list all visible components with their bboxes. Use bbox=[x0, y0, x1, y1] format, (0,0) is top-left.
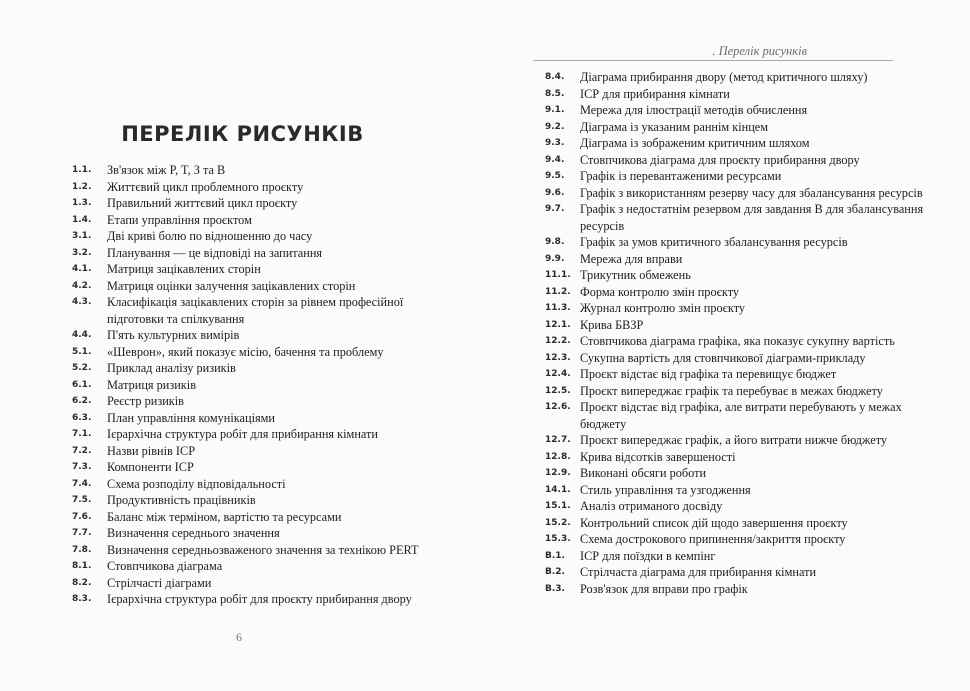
list-item bbox=[545, 564, 925, 581]
figure-caption: Виконані обсяги роботи bbox=[580, 466, 707, 480]
list-item bbox=[545, 267, 925, 284]
figure-number: 9.3. bbox=[545, 138, 565, 148]
figure-caption: Схема дострокового припинення/закриття проєкту bbox=[580, 532, 846, 546]
figure-number: 15.1. bbox=[545, 501, 571, 511]
figure-number: 12.1. bbox=[545, 319, 571, 330]
figure-caption: План управління комунікаціями bbox=[107, 410, 276, 425]
list-item bbox=[545, 69, 925, 86]
list-item bbox=[545, 185, 925, 202]
list-item bbox=[72, 179, 452, 196]
figure-caption: Зв'язок між P, T, З та B bbox=[107, 163, 226, 177]
figure-number: 6.3. bbox=[72, 412, 92, 423]
figure-number: 4.3. bbox=[72, 297, 92, 307]
figure-number: B.2. bbox=[545, 567, 565, 577]
figure-caption: Стовпчикова діаграма графіка, яка показує сукупну вартість bbox=[580, 334, 895, 348]
figure-caption: Стовпчикова діаграма для проєкту прибирання двору bbox=[580, 152, 860, 167]
figure-number: 7.5. bbox=[72, 495, 92, 505]
figure-number: 4.2. bbox=[72, 280, 92, 291]
figure-number: 12.2. bbox=[545, 336, 571, 346]
figure-caption: Графік за умов критичного збалансування ресурсів bbox=[580, 235, 848, 249]
figure-number: 15.2. bbox=[545, 517, 571, 528]
list-item bbox=[72, 195, 452, 212]
list-item bbox=[545, 548, 925, 565]
list-item bbox=[545, 449, 925, 466]
list-item bbox=[72, 162, 452, 179]
figure-number: 7.1. bbox=[72, 429, 92, 439]
figure-caption: Ієрархічна структура робіт для проєкту прибирання двору bbox=[107, 592, 412, 606]
list-item bbox=[545, 300, 925, 317]
figure-caption: Сукупна вартість для стовпчикової діаграми-прикладу bbox=[580, 350, 866, 365]
figure-caption: Розв'язок для вправи про графік bbox=[580, 581, 748, 596]
list-item bbox=[72, 558, 452, 575]
figure-caption: Проєкт випереджає графік, а його витрати нижче бюджету bbox=[580, 433, 888, 447]
figure-number: 9.9. bbox=[545, 253, 565, 264]
figure-number: 12.9. bbox=[545, 468, 571, 478]
list-item bbox=[545, 498, 925, 515]
header-rule bbox=[533, 60, 893, 61]
list-item bbox=[72, 591, 452, 608]
figure-number: 9.4. bbox=[545, 154, 565, 165]
figure-caption: ІСР для прибирання кімнати bbox=[580, 86, 730, 101]
figure-caption: Продуктивність працівників bbox=[107, 493, 256, 507]
list-item bbox=[545, 432, 925, 449]
figure-caption: Приклад аналізу ризиків bbox=[107, 361, 236, 375]
figure-caption: Графік з використанням резерву часу для збалансування ресурсів bbox=[580, 185, 923, 200]
figure-caption: Проєкт випереджає графік та перебуває в межах бюджету bbox=[580, 383, 883, 398]
figure-caption: Схема розподілу відповідальності bbox=[107, 476, 286, 491]
list-item bbox=[72, 525, 452, 542]
figure-list-right bbox=[545, 69, 925, 597]
list-item bbox=[72, 410, 452, 427]
figure-number: 11.2. bbox=[545, 286, 571, 297]
list-item bbox=[72, 393, 452, 410]
list-item bbox=[545, 383, 925, 400]
figure-caption: Графік з недостатнім резервом для завдання B для збалансування ресурсів bbox=[580, 202, 924, 233]
figure-number: 6.1. bbox=[72, 379, 92, 390]
figure-caption: Правильний життєвий цикл проєкту bbox=[107, 196, 298, 210]
figure-number: 3.2. bbox=[72, 247, 92, 258]
figure-caption: Стовпчикова діаграма bbox=[107, 559, 223, 573]
list-item bbox=[72, 294, 452, 327]
figure-caption: Стрілчаста діаграма для прибирання кімнати bbox=[580, 565, 817, 579]
figure-number: 9.7. bbox=[545, 204, 565, 214]
figure-number: 8.1. bbox=[72, 561, 92, 571]
right-page bbox=[485, 0, 970, 691]
figure-number: 1.1. bbox=[72, 165, 92, 175]
list-item bbox=[545, 135, 925, 152]
list-item bbox=[545, 152, 925, 169]
figure-number: B.3. bbox=[545, 583, 565, 594]
list-item bbox=[545, 350, 925, 367]
figure-number: 12.7. bbox=[545, 435, 571, 445]
figure-number: 12.3. bbox=[545, 352, 571, 363]
figure-number: 12.8. bbox=[545, 451, 571, 462]
list-item bbox=[72, 542, 452, 559]
figure-number: 7.2. bbox=[72, 445, 92, 456]
list-item bbox=[72, 426, 452, 443]
page-title: ПЕРЕЛІК РИСУНКІВ bbox=[121, 122, 364, 146]
list-item bbox=[545, 201, 925, 234]
figure-caption: Баланс між терміном, вартістю та ресурсами bbox=[107, 509, 342, 524]
list-item bbox=[545, 119, 925, 136]
figure-caption: Компоненти ІСР bbox=[107, 460, 194, 474]
figure-list-left bbox=[72, 162, 452, 608]
figure-number: 15.3. bbox=[545, 534, 571, 544]
figure-number: 12.6. bbox=[545, 402, 571, 412]
figure-caption: Реєстр ризиків bbox=[107, 394, 184, 408]
list-item bbox=[545, 333, 925, 350]
figure-number: 12.5. bbox=[545, 385, 571, 396]
list-item bbox=[72, 327, 452, 344]
figure-caption: П'ять культурних вимірів bbox=[107, 328, 240, 342]
list-item bbox=[545, 251, 925, 268]
figure-number: 5.1. bbox=[72, 346, 92, 357]
list-item bbox=[72, 245, 452, 262]
figure-number: 3.1. bbox=[72, 231, 92, 241]
page-number: 6 bbox=[236, 630, 242, 644]
figure-caption: Етапи управління проєктом bbox=[107, 212, 252, 227]
list-item bbox=[545, 366, 925, 383]
list-item bbox=[545, 482, 925, 499]
figure-number: 9.5. bbox=[545, 171, 565, 181]
list-item bbox=[72, 261, 452, 278]
figure-caption: Проєкт відстає від графіка та перевищує бюджет bbox=[580, 367, 837, 381]
figure-number: 7.6. bbox=[72, 511, 92, 522]
figure-number: 1.3. bbox=[72, 198, 92, 208]
list-item bbox=[72, 278, 452, 295]
list-item bbox=[72, 360, 452, 377]
figure-number: 8.5. bbox=[545, 88, 565, 99]
figure-number: 9.2. bbox=[545, 121, 565, 132]
figure-caption: Крива БВЗР bbox=[580, 317, 644, 332]
figure-number: 8.2. bbox=[72, 577, 92, 588]
figure-caption: Мережа для вправи bbox=[580, 251, 683, 266]
list-item bbox=[545, 399, 925, 432]
figure-caption: Проєкт відстає від графіка, але витрати перебувають у межах бюджету bbox=[580, 400, 902, 431]
figure-caption: Визначення середнього значення bbox=[107, 526, 280, 540]
figure-number: 11.1. bbox=[545, 270, 571, 280]
figure-number: 5.2. bbox=[72, 363, 92, 373]
figure-caption: Діаграма прибирання двору (метод критичного шляху) bbox=[580, 70, 868, 84]
list-item bbox=[72, 228, 452, 245]
list-item bbox=[72, 459, 452, 476]
figure-caption: Дві криві болю по відношенню до часу bbox=[107, 229, 313, 243]
figure-number: 7.3. bbox=[72, 462, 92, 472]
figure-caption: Матриця ризиків bbox=[107, 377, 197, 392]
figure-number: 7.7. bbox=[72, 528, 92, 538]
running-head: . Перелік рисунків bbox=[712, 44, 807, 58]
figure-caption: Життєвий цикл проблемного проєкту bbox=[107, 179, 304, 194]
figure-caption: Контрольний список дій щодо завершення проєкту bbox=[580, 515, 848, 530]
figure-caption: Мережа для ілюстрації методів обчислення bbox=[580, 103, 808, 117]
figure-caption: Діаграма із указаним раннім кінцем bbox=[580, 119, 769, 134]
list-item bbox=[545, 284, 925, 301]
list-item bbox=[545, 581, 925, 598]
figure-caption: Назви рівнів ІСР bbox=[107, 443, 196, 458]
list-item bbox=[545, 102, 925, 119]
figure-caption: ІСР для поїздки в кемпінг bbox=[580, 548, 716, 563]
figure-number: 14.1. bbox=[545, 484, 571, 495]
figure-caption: Стиль управління та узгодження bbox=[580, 482, 751, 497]
list-item bbox=[545, 531, 925, 548]
figure-caption: Планування — це відповіді на запитання bbox=[107, 245, 323, 260]
figure-number: 6.2. bbox=[72, 396, 92, 406]
figure-caption: Стрілчасті діаграми bbox=[107, 575, 212, 590]
figure-number: 11.3. bbox=[545, 303, 571, 313]
figure-caption: Трикутник обмежень bbox=[580, 268, 691, 282]
list-item bbox=[72, 575, 452, 592]
figure-caption: Крива відсотків завершеності bbox=[580, 449, 736, 464]
figure-caption: Форма контролю змін проєкту bbox=[580, 284, 740, 299]
figure-caption: Журнал контролю змін проєкту bbox=[580, 301, 746, 315]
figure-number: 9.6. bbox=[545, 187, 565, 198]
figure-number: 9.8. bbox=[545, 237, 565, 247]
figure-number: 7.4. bbox=[72, 478, 92, 489]
list-item bbox=[72, 443, 452, 460]
figure-number: 12.4. bbox=[545, 369, 571, 379]
list-item bbox=[72, 509, 452, 526]
list-item bbox=[545, 465, 925, 482]
list-item bbox=[545, 86, 925, 103]
figure-number: 8.4. bbox=[545, 72, 565, 82]
figure-number: 4.1. bbox=[72, 264, 92, 274]
figure-caption: Діаграма із зображеним критичним шляхом bbox=[580, 136, 810, 150]
list-item bbox=[545, 317, 925, 334]
list-item bbox=[72, 377, 452, 394]
figure-number: B.1. bbox=[545, 550, 565, 561]
list-item bbox=[545, 168, 925, 185]
list-item bbox=[545, 515, 925, 532]
figure-caption: Аналіз отриманого досвіду bbox=[580, 499, 723, 513]
list-item bbox=[72, 212, 452, 229]
figure-number: 4.4. bbox=[72, 330, 92, 340]
figure-caption: Ієрархічна структура робіт для прибирання кімнати bbox=[107, 427, 378, 441]
list-item bbox=[72, 492, 452, 509]
figure-caption: «Шеврон», який показує місію, бачення та проблему bbox=[107, 344, 384, 359]
figure-caption: Матриця оцінки залучення зацікавлених сторін bbox=[107, 278, 356, 293]
figure-number: 9.1. bbox=[545, 105, 565, 115]
figure-number: 1.2. bbox=[72, 181, 92, 192]
figure-caption: Матриця зацікавлених сторін bbox=[107, 262, 261, 276]
figure-number: 7.8. bbox=[72, 544, 92, 555]
figure-caption: Класифікація зацікавлених сторін за рівнем професійної підготовки та спілкування bbox=[107, 295, 404, 326]
figure-number: 1.4. bbox=[72, 214, 92, 225]
list-item bbox=[72, 476, 452, 493]
list-item bbox=[72, 344, 452, 361]
list-item bbox=[545, 234, 925, 251]
figure-caption: Графік із перевантаженими ресурсами bbox=[580, 169, 782, 183]
figure-number: 8.3. bbox=[72, 594, 92, 604]
figure-caption: Визначення середньозваженого значення за технікою PERT bbox=[107, 542, 419, 557]
